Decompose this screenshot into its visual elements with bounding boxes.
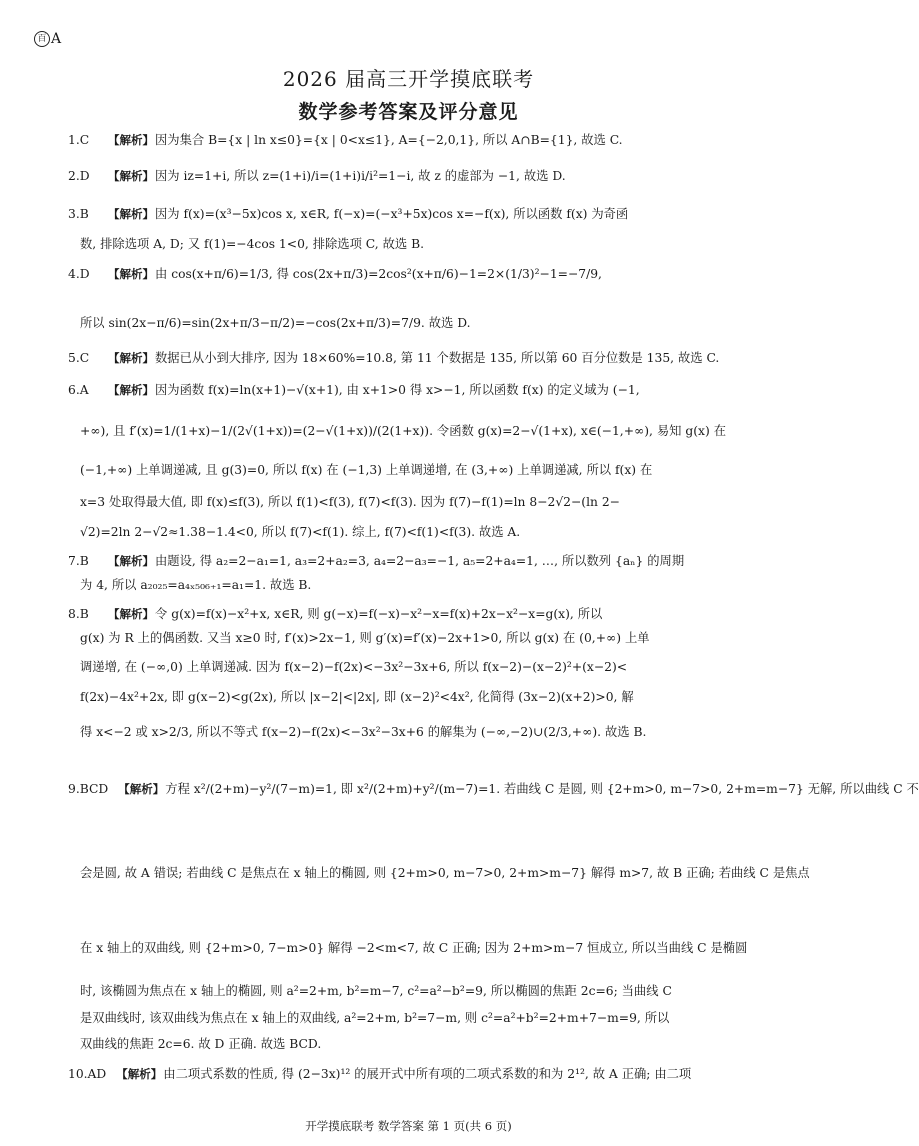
paper-badge bbox=[34, 31, 61, 47]
answer-text: 由 cos(x+π/6)=1/3, 得 cos(2x+π/3)=2cos²(x+π/6)−1=2×(1/3)²−1=−7/9, bbox=[155, 267, 602, 281]
answer-text: 方程 x²/(2+m)−y²/(7−m)=1, 即 x²/(2+m)+y²/(m−7)=1. 若曲线 C 是圆, 则 {2+m>0, m−7>0, 2+m=m−7} 无解, 所以曲线 C 不 bbox=[165, 782, 919, 796]
answer-text: 因为函数 f(x)=ln(x+1)−√(x+1), 由 x+1>0 得 x>−1, 所以函数 f(x) 的定义域为 (−1, bbox=[155, 383, 640, 397]
answer-text: f(2x)−4x²+2x, 即 g(x−2)<g(2x), 所以 |x−2|<|2x|, 即 (x−2)²<4x², 化简得 (3x−2)(x+2)>0, 解 bbox=[80, 690, 634, 704]
answer-text: 为 4, 所以 a₂₀₂₅=a₄ₓ₅₀₆₊₁=a₁=1. 故选 B. bbox=[80, 578, 312, 592]
answer-line-question bbox=[68, 264, 758, 282]
answer-text: √2)=2ln 2−√2≈1.38−1.4<0, 所以 f(7)<f(1). 综上, f(7)<f(1)<f(3). 故选 A. bbox=[80, 525, 521, 539]
answer-line-continuation bbox=[80, 722, 758, 740]
analysis-tag: 【解析】 bbox=[108, 383, 154, 397]
answer-text: 因为 iz=1+i, 所以 z=(1+i)/i=(1+i)i/i²=1−i, 故 z 的虚部为 −1, 故选 D. bbox=[155, 169, 566, 183]
question-number: 2.D bbox=[68, 169, 90, 183]
answer-line-question bbox=[68, 1064, 758, 1082]
answer-text: 所以 sin(2x−π/6)=sin(2x+π/3−π/2)=−cos(2x+π/3)=7/9. 故选 D. bbox=[80, 316, 471, 330]
answer-text: 调递增, 在 (−∞,0) 上单调递减. 因为 f(x−2)−f(2x)<−3x²−3x+6, 所以 f(x−2)−(x−2)²+(x−2)< bbox=[80, 660, 628, 674]
analysis-tag: 【解析】 bbox=[108, 267, 154, 281]
question-number: 7.B bbox=[68, 554, 89, 568]
question-number: 3.B bbox=[68, 207, 89, 221]
answer-text: 双曲线的焦距 2c=6. 故 D 正确. 故选 BCD. bbox=[80, 1037, 322, 1051]
answer-text: 会是圆, 故 A 错误; 若曲线 C 是焦点在 x 轴上的椭圆, 则 {2+m>0, m−7>0, 2+m>m−7} 解得 m>7, 故 B 正确; 若曲线 C 是焦点 bbox=[80, 866, 810, 880]
analysis-tag: 【解析】 bbox=[116, 1067, 163, 1081]
answer-text: g(x) 为 R 上的偶函数. 又当 x≥0 时, f′(x)>2x−1, 则 g′(x)=f′(x)−2x+1>0, 所以 g(x) 在 (0,+∞) 上单 bbox=[80, 631, 650, 645]
answer-text: 是双曲线时, 该双曲线为焦点在 x 轴上的双曲线, a²=2+m, b²=7−m, 则 c²=a²+b²=2+m+7−m=9, 所以 bbox=[80, 1011, 670, 1025]
answer-text: 因为 f(x)=(x³−5x)cos x, x∈R, f(−x)=(−x³+5x)cos x=−f(x), 所以函数 f(x) 为奇函 bbox=[155, 207, 629, 221]
question-number: 8.B bbox=[68, 607, 89, 621]
answer-line-continuation bbox=[80, 234, 758, 252]
answer-line-continuation bbox=[80, 628, 758, 646]
answer-line-continuation bbox=[80, 863, 810, 881]
answer-line-continuation bbox=[80, 657, 758, 675]
answer-line-question bbox=[68, 348, 758, 366]
answer-text: 因为集合 B={x | ln x≤0}={x | 0<x≤1}, A={−2,0,1}, 所以 A∩B={1}, 故选 C. bbox=[155, 133, 623, 147]
analysis-tag: 【解析】 bbox=[118, 782, 165, 796]
answer-text: 由二项式系数的性质, 得 (2−3x)¹² 的展开式中所有项的二项式系数的和为 2¹², 故 A 正确; 由二项 bbox=[163, 1067, 692, 1081]
analysis-tag: 【解析】 bbox=[108, 133, 154, 147]
answer-line-continuation bbox=[80, 522, 758, 540]
analysis-tag: 【解析】 bbox=[108, 554, 154, 568]
answer-line-question bbox=[68, 604, 758, 622]
answer-line-continuation bbox=[80, 421, 758, 439]
question-number: 5.C bbox=[68, 351, 90, 365]
answer-text: 时, 该椭圆为焦点在 x 轴上的椭圆, 则 a²=2+m, b²=m−7, c²=a²−b²=9, 所以椭圆的焦距 2c=6; 当曲线 C bbox=[80, 984, 672, 998]
answer-line-continuation bbox=[80, 575, 758, 593]
exam-title: 2026 届高三开学摸底联考 bbox=[282, 67, 535, 91]
answer-line-continuation bbox=[80, 938, 758, 956]
question-number: 10.AD bbox=[68, 1067, 107, 1081]
answer-text: 数, 排除选项 A, D; 又 f(1)=−4cos 1<0, 排除选项 C, 故选 B. bbox=[80, 237, 425, 251]
analysis-tag: 【解析】 bbox=[108, 169, 154, 183]
answer-line-continuation bbox=[80, 1008, 758, 1026]
badge-circle-char: 百 bbox=[34, 31, 50, 47]
answer-line-question bbox=[68, 551, 758, 569]
page-footer: 开学摸底联考 数学答案 第 1 页(共 6 页) bbox=[305, 1119, 512, 1133]
answer-line-question bbox=[68, 130, 758, 148]
analysis-tag: 【解析】 bbox=[108, 351, 154, 365]
answer-text: 得 x<−2 或 x>2/3, 所以不等式 f(x−2)−f(2x)<−3x²−3x+6 的解集为 (−∞,−2)∪(2/3,+∞). 故选 B. bbox=[80, 725, 647, 739]
answer-line-continuation bbox=[80, 687, 758, 705]
analysis-tag: 【解析】 bbox=[108, 207, 154, 221]
question-number: 1.C bbox=[68, 133, 90, 147]
analysis-tag: 【解析】 bbox=[108, 607, 154, 621]
answer-line-continuation bbox=[80, 981, 758, 999]
answer-line-continuation bbox=[80, 460, 758, 478]
badge-letter: A bbox=[51, 31, 62, 47]
answer-line-question bbox=[68, 166, 758, 184]
answer-text: 令 g(x)=f(x)−x²+x, x∈R, 则 g(−x)=f(−x)−x²−x=f(x)+2x−x²−x=g(x), 所以 bbox=[155, 607, 603, 621]
question-number: 6.A bbox=[68, 383, 89, 397]
answer-text: 由题设, 得 a₂=2−a₁=1, a₃=2+a₂=3, a₄=2−a₃=−1, a₅=2+a₄=1, …, 所以数列 {aₙ} 的周期 bbox=[155, 554, 685, 568]
answer-line-question bbox=[68, 380, 758, 398]
answer-line-continuation bbox=[80, 1034, 758, 1052]
answer-text: 在 x 轴上的双曲线, 则 {2+m>0, 7−m>0} 解得 −2<m<7, 故 C 正确; 因为 2+m>m−7 恒成立, 所以当曲线 C 是椭圆 bbox=[80, 941, 748, 955]
answer-text: x=3 处取得最大值, 即 f(x)≤f(3), 所以 f(1)<f(3), f(7)<f(3). 因为 f(7)−f(1)=ln 8−2√2−(ln 2− bbox=[80, 495, 620, 509]
answer-text: 数据已从小到大排序, 因为 18×60%=10.8, 第 11 个数据是 135, 所以第 60 百分位数是 135, 故选 C. bbox=[155, 351, 720, 365]
question-number: 4.D bbox=[68, 267, 90, 281]
answer-line-question bbox=[68, 204, 758, 222]
answer-text: +∞), 且 f′(x)=1/(1+x)−1/(2√(1+x))=(2−√(1+x))/(2(1+x)). 令函数 g(x)=2−√(1+x), x∈(−1,+∞), 易知 g(x) 在 bbox=[80, 424, 726, 438]
answer-text: (−1,+∞) 上单调递减, 且 g(3)=0, 所以 f(x) 在 (−1,3) 上单调递增, 在 (3,+∞) 上单调递减, 所以 f(x) 在 bbox=[80, 463, 653, 477]
answer-line-continuation bbox=[80, 313, 758, 331]
answer-title: 数学参考答案及评分意见 bbox=[298, 101, 519, 123]
question-number: 9.BCD bbox=[68, 782, 109, 796]
answer-line-question bbox=[68, 779, 919, 797]
answer-line-continuation bbox=[80, 492, 758, 510]
